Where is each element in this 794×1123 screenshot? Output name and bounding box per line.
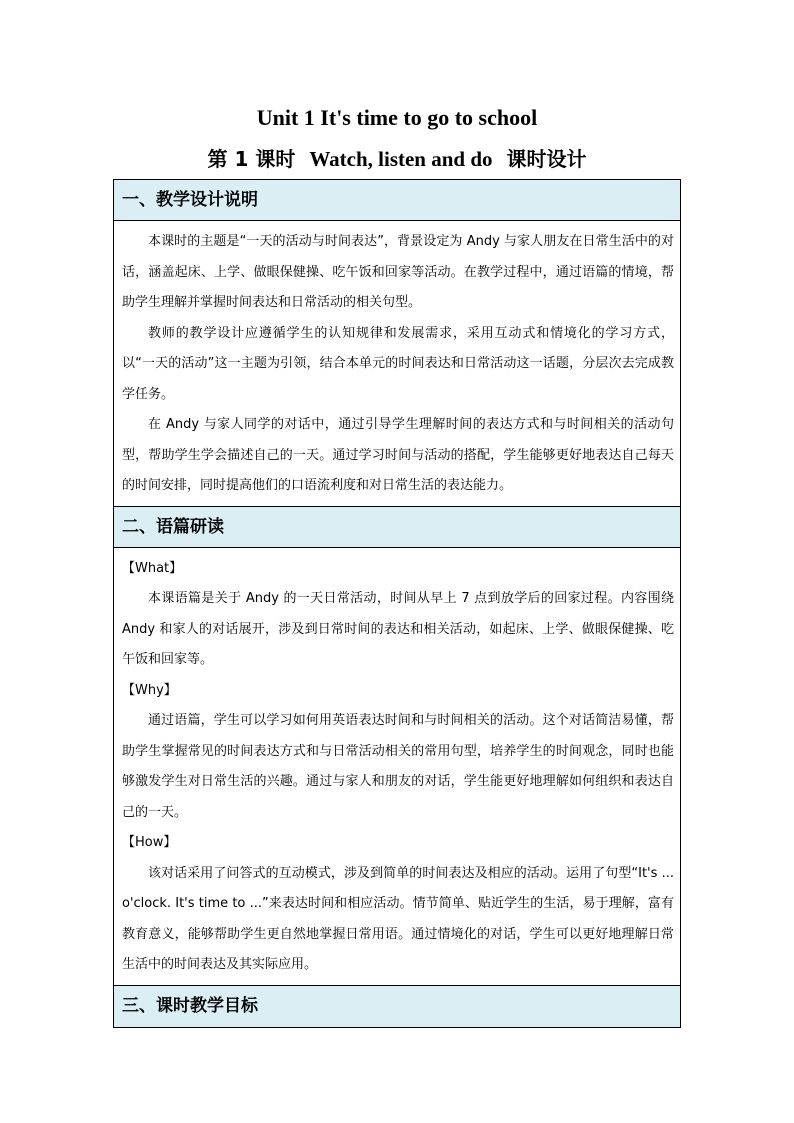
document-title-english: Unit 1 It's time to go to school (256, 105, 538, 130)
how-tag: 【How】 (122, 835, 177, 850)
why-tag: 【Why】 (122, 682, 177, 698)
lesson-design-table (113, 179, 681, 1028)
lesson-design-label: 课时设计 (506, 147, 587, 171)
how-paragraph: 该对话采用了问答式的互动模式，涉及到简单的时间表达及相应的活动。运用了句型“It's ... o'clock. It's time to ...”来表达时间和相应活动。情节简单、贴近学生的生活，易于理解，富有教育意义，能够帮助学生更自然地掌握日常用语。通过情境化的对话，学生可以更好地理解日常生活中的时间表达及其实际应用。 (122, 865, 674, 972)
what-paragraph: 本课语篇是关于 Andy 的一天日常活动，时间从早上 7 点到放学后的回家过程。内容围绕 Andy 和家人的对话展开，涉及到日常时间的表达和相关活动，如起床、上学、做眼保健操、吃午饭和回家等。 (122, 591, 674, 667)
why-paragraph: 通过语篇，学生可以学习如何用英语表达时间和与时间相关的活动。这个对话简洁易懂，帮助学生掌握常见的时间表达方式和与日常活动相关的常用句型，培养学生的时间观念，同时也能够激发学生对日常生活的兴趣。通过与家人和朋友的对话，学生能更好地理解如何组织和表达自己的一天。 (122, 713, 674, 820)
section-body-text-analysis (114, 548, 680, 986)
lesson-name: Watch, listen and do (309, 147, 493, 171)
paragraph: 在 Andy 与家人同学的对话中，通过引导学生理解时间的表达方式和与时间相关的活动句型，帮助学生学会描述自己的一天。通过学习时间与活动的搭配，学生能够更好地表达自己每天的时间安排，同时提高他们的口语流利度和对日常生活的表达能力。 (122, 417, 674, 493)
lesson-subtitle (0, 145, 794, 173)
paragraph: 教师的教学设计应遵循学生的认知规律和发展需求，采用互动式和情境化的学习方式，以“一天的活动”这一主题为引领，结合本单元的时间表达和日常活动这一话题，分层次去完成教学任务。 (122, 325, 674, 402)
paragraph: 本课时的主题是“一天的活动与时间表达”，背景设定为 Andy 与家人朋友在日常生活中的对话，涵盖起床、上学、做眼保健操、吃午饭和回家等活动。在教学过程中，通过语篇的情境，帮助学生理解并掌握时间表达和日常活动的相关句型。 (122, 234, 674, 310)
lesson-number: 第 1 课时 (207, 147, 296, 171)
what-tag: 【What】 (122, 560, 183, 576)
section-body-design-notes (114, 221, 680, 507)
section-heading-objectives: 三、课时教学目标 (114, 986, 680, 1027)
section-heading-text-analysis: 二、语篇研读 (114, 507, 680, 548)
section-heading-design-notes: 一、教学设计说明 (114, 180, 680, 221)
